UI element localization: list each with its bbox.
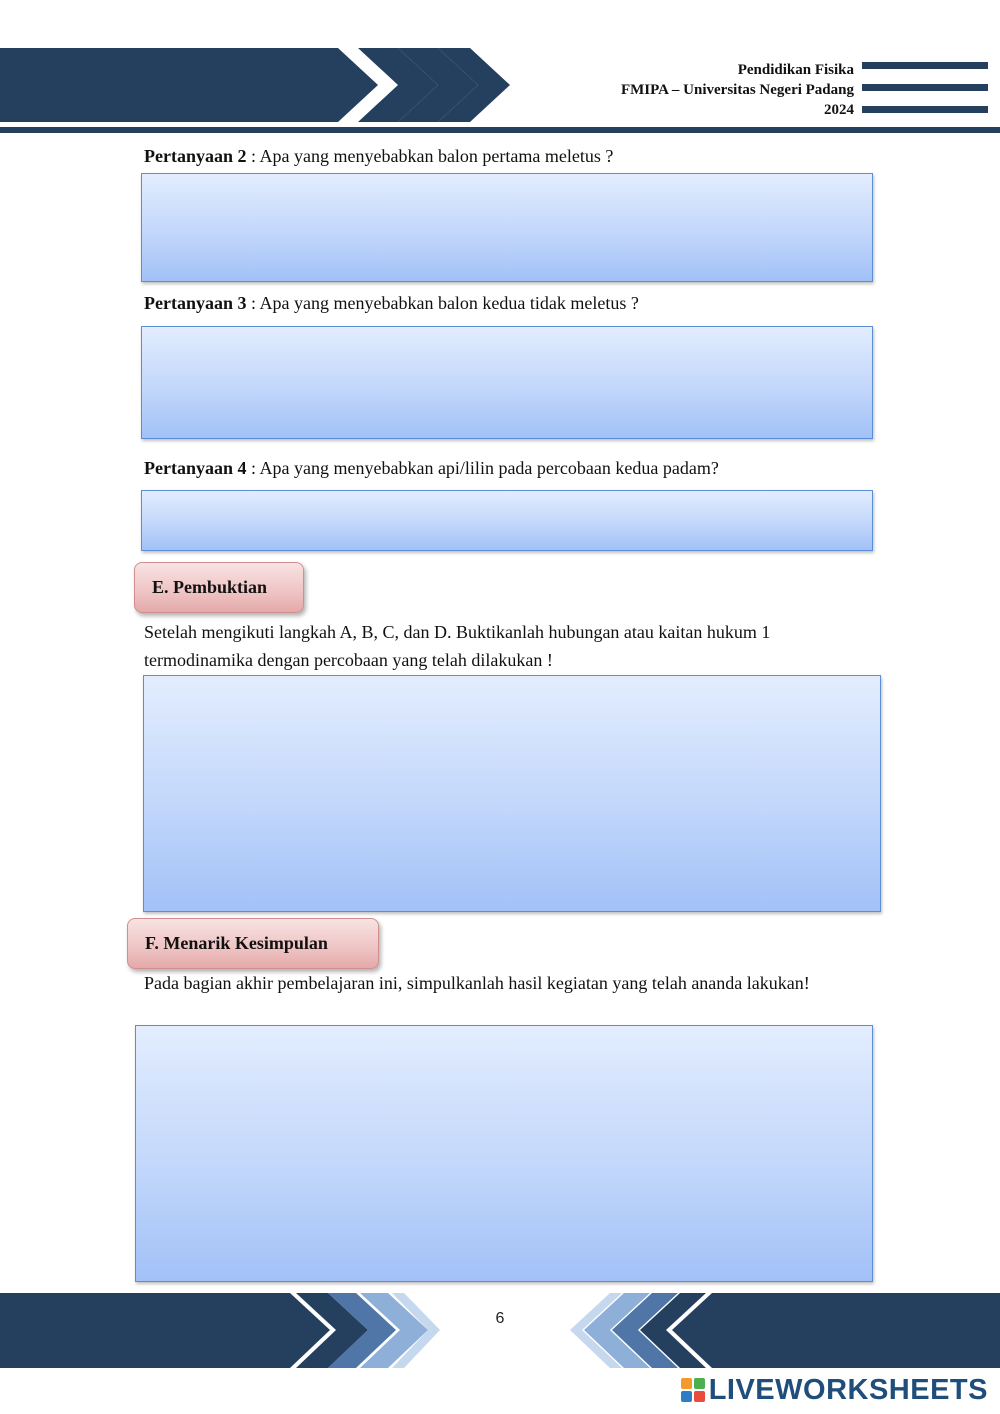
liveworksheets-brand[interactable] (681, 1374, 988, 1406)
footer-banner (0, 1293, 1000, 1368)
section-f-title: F. Menarik Kesimpulan (145, 933, 328, 953)
header-stripe (862, 62, 988, 69)
answer-box-kesimpulan[interactable] (135, 1025, 873, 1282)
header-stripe (862, 106, 988, 113)
answer-box-question-2[interactable] (141, 173, 873, 282)
page-number: 6 (495, 1310, 505, 1327)
question-3 (144, 291, 639, 315)
answer-box-question-3[interactable] (141, 326, 873, 439)
header-faculty: FMIPA – Universitas Negeri Padang (620, 82, 854, 98)
question-2 (144, 144, 613, 168)
question-label: Pertanyaan 4 (144, 458, 247, 478)
section-e-text-line2: termodinamika dengan percobaan yang telah dilakukan ! (144, 650, 553, 670)
question-label: Pertanyaan 3 (144, 293, 247, 313)
section-e-tab (134, 562, 304, 613)
header-year: 2024 (824, 102, 854, 118)
question-label: Pertanyaan 2 (144, 146, 247, 166)
answer-box-pembuktian[interactable] (143, 675, 881, 912)
question-text: : Apa yang menyebabkan api/lilin pada percobaan kedua padam? (246, 458, 719, 478)
header-department: Pendidikan Fisika (737, 62, 854, 78)
section-f-tab (127, 918, 379, 969)
question-4 (144, 456, 719, 480)
header-stripe (862, 84, 988, 91)
answer-box-question-4[interactable] (141, 490, 873, 551)
question-text: : Apa yang menyebabkan balon kedua tidak meletus ? (246, 293, 639, 313)
section-e-text-line1: Setelah mengikuti langkah A, B, C, dan D. Buktikanlah hubungan atau kaitan hukum 1 (144, 622, 771, 642)
section-e-instruction (144, 618, 856, 674)
section-e-title: E. Pembuktian (152, 577, 268, 597)
liveworksheets-logo-icon (681, 1378, 705, 1402)
liveworksheets-wordmark: LIVEWORKSHEETS (708, 1373, 988, 1406)
question-text: : Apa yang menyebabkan balon pertama meletus ? (246, 146, 614, 166)
section-f-instruction: Pada bagian akhir pembelajaran ini, simpulkanlah hasil kegiatan yang telah ananda lakukan! (144, 973, 810, 993)
